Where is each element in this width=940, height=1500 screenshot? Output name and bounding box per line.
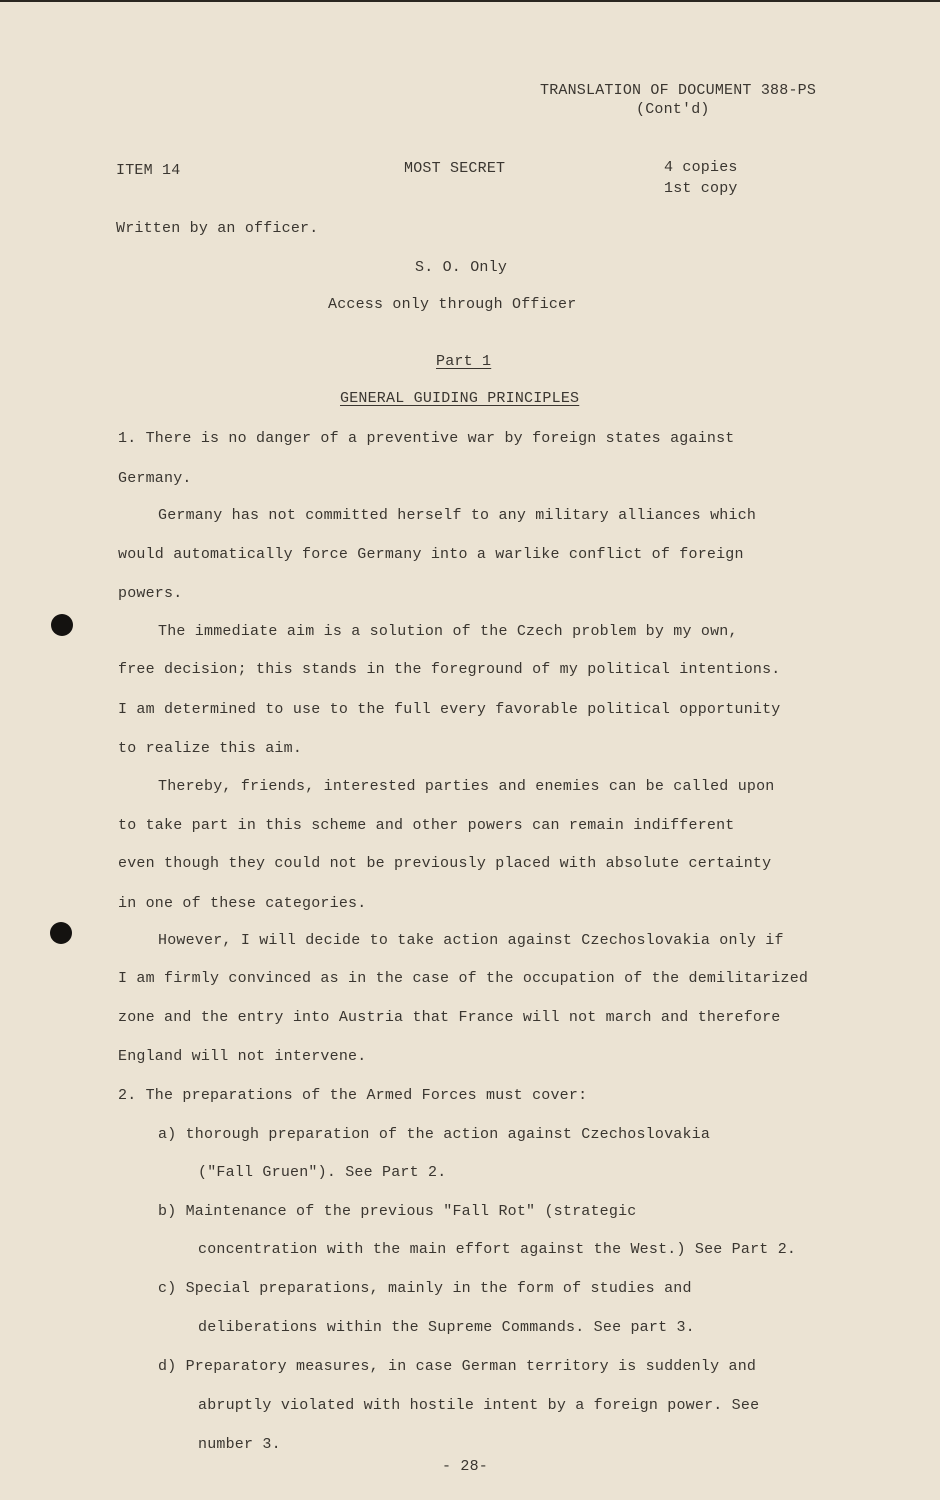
list-item: deliberations within the Supreme Commands. See part 3. <box>198 1319 695 1336</box>
body-line: even though they could not be previously placed with absolute certainty <box>118 855 772 872</box>
item-number: ITEM 14 <box>116 162 181 179</box>
part-title: Part 1 <box>436 353 492 370</box>
body-line: England will not intervene. <box>118 1048 367 1065</box>
list-item: d) Preparatory measures, in case German territory is suddenly and <box>158 1358 757 1375</box>
list-item: ("Fall Gruen"). See Part 2. <box>198 1164 447 1181</box>
written-by: Written by an officer. <box>116 220 319 237</box>
list-item: concentration with the main effort against the West.) See Part 2. <box>198 1241 797 1258</box>
list-item: abruptly violated with hostile intent by a foreign power. See <box>198 1397 760 1414</box>
body-line: I am firmly convinced as in the case of the occupation of the demilitarized <box>118 970 809 987</box>
list-item: c) Special preparations, mainly in the form of studies and <box>158 1280 692 1297</box>
body-line: would automatically force Germany into a warlike conflict of foreign <box>118 546 744 563</box>
body-line: zone and the entry into Austria that France will not march and therefore <box>118 1009 781 1026</box>
body-line: to take part in this scheme and other powers can remain indifferent <box>118 817 735 834</box>
body-line: to realize this aim. <box>118 740 303 757</box>
body-line: 2. The preparations of the Armed Forces must cover: <box>118 1087 588 1104</box>
body-line: in one of these categories. <box>118 895 367 912</box>
restriction-note: S. O. Only <box>415 259 508 276</box>
body-line: Germany has not committed herself to any military alliances which <box>158 507 757 524</box>
copies-count: 4 copies <box>664 159 738 176</box>
body-line: However, I will decide to take action against Czechoslovakia only if <box>158 932 784 949</box>
punch-hole-bottom <box>50 922 72 944</box>
list-item: a) thorough preparation of the action against Czechoslovakia <box>158 1126 711 1143</box>
classification: MOST SECRET <box>404 160 506 177</box>
body-line: The immediate aim is a solution of the Czech problem by my own, <box>158 623 738 640</box>
continued-label: (Cont'd) <box>636 101 710 118</box>
list-item: number 3. <box>198 1436 281 1453</box>
body-line: Germany. <box>118 470 192 487</box>
body-line: I am determined to use to the full every favorable political opportunity <box>118 701 781 718</box>
list-item: b) Maintenance of the previous "Fall Rot" (strategic <box>158 1203 637 1220</box>
body-line: powers. <box>118 585 183 602</box>
body-line: Thereby, friends, interested parties and enemies can be called upon <box>158 778 775 795</box>
body-line: free decision; this stands in the foreground of my political intentions. <box>118 661 781 678</box>
copy-number: 1st copy <box>664 180 738 197</box>
access-note: Access only through Officer <box>328 296 577 313</box>
punch-hole-top <box>51 614 73 636</box>
page-number: - 28- <box>442 1458 489 1475</box>
document-title: TRANSLATION OF DOCUMENT 388-PS <box>540 82 817 99</box>
body-line: 1. There is no danger of a preventive war by foreign states against <box>118 430 735 447</box>
section-heading: GENERAL GUIDING PRINCIPLES <box>340 390 580 407</box>
